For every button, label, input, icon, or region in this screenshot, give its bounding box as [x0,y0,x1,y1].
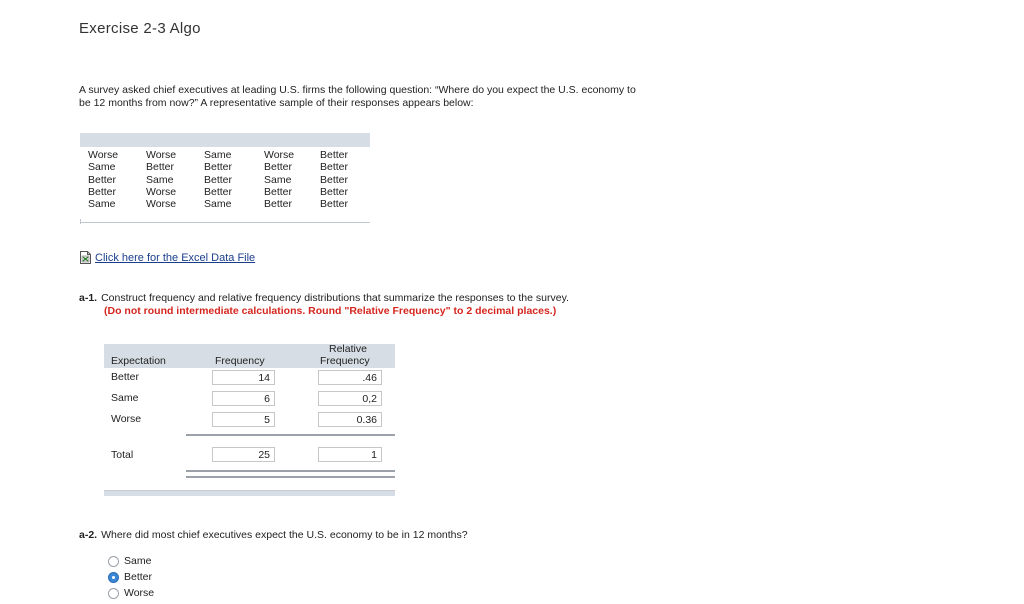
survey-cell: Worse [88,149,119,161]
table-row [104,409,395,430]
question-a2 [79,529,468,542]
survey-cell: Worse [146,185,177,198]
frequency-table [104,343,395,461]
survey-cell: Better [320,173,349,186]
radio-option-better[interactable] [108,571,152,583]
survey-cell: Same [88,198,116,211]
survey-cell: Same [264,173,292,186]
frequency-input-same[interactable]: 6 [212,391,275,406]
frequency-total-input[interactable]: 25 [212,447,275,462]
frequency-input-worse[interactable]: 5 [212,412,275,427]
survey-cell: Better [320,198,349,211]
survey-cell: Better [264,198,293,211]
survey-cell: Same [204,149,232,161]
question-a1-text: Construct frequency and relative frequency distributions that summarize the responses to the survey. [101,292,569,304]
header-frequency: Frequency [215,355,265,367]
survey-cell: Worse [264,149,295,161]
header-expectation: Expectation [111,355,166,367]
survey-cell: Better [264,161,293,174]
survey-data-table [80,133,370,223]
survey-cell: Same [146,173,174,186]
excel-data-link[interactable] [79,251,255,264]
survey-cell: Better [204,173,233,186]
radio-label: Better [124,571,153,583]
question-a1 [79,292,569,318]
radio-option-worse[interactable] [108,587,154,599]
survey-cell: Better [204,185,233,198]
radio-label: Same [124,555,152,567]
survey-cell: Better [320,149,349,161]
table-footer-bar [104,490,395,496]
survey-cell: Worse [146,198,177,211]
header-relative: Relative [329,343,367,355]
total-row [104,445,395,466]
survey-cell: Better [320,185,349,198]
total-label: Total [111,449,134,461]
survey-cell: Better [320,161,349,174]
survey-cell: Better [146,161,175,174]
table-row [104,388,395,409]
total-rule-top [186,470,395,474]
question-a2-text: Where did most chief executives expect the U.S. economy to be in 12 months? [101,529,468,541]
radio-button[interactable] [108,556,119,567]
subtotal-rule [186,434,395,438]
relative-frequency-input-worse[interactable]: 0.36 [318,412,382,427]
table-row [104,368,395,388]
survey-cell: Worse [146,149,177,161]
question-a1-number: a-1. [79,292,98,304]
survey-cell: Same [204,198,232,211]
radio-button[interactable] [108,588,119,599]
relative-frequency-input-better[interactable]: .46 [318,370,382,385]
row-label: Same [111,392,139,404]
row-label: Better [111,371,140,383]
survey-cell: Better [88,185,117,198]
survey-cell: Better [204,161,233,174]
relative-frequency-total-input[interactable]: 1 [318,447,382,462]
frequency-input-better[interactable]: 14 [212,370,275,385]
page-title: Exercise 2-3 Algo [79,20,201,37]
survey-header-bar [80,133,370,147]
radio-option-same[interactable] [108,555,151,567]
survey-grid [80,147,370,210]
total-rule-bottom [186,476,395,480]
survey-cell: Better [88,173,117,186]
survey-footer-line [80,218,370,223]
question-a1-note: (Do not round intermediate calculations. Round "Relative Frequency" to 2 decimal places.) [104,305,557,317]
question-a2-number: a-2. [79,529,98,541]
survey-cell: Better [264,185,293,198]
relative-frequency-input-same[interactable]: 0,2 [318,391,382,406]
radio-label: Worse [124,587,155,599]
excel-link-label[interactable]: Click here for the Excel Data File [95,251,256,264]
survey-cell: Same [88,161,116,174]
intro-text: A survey asked chief executives at leading U.S. firms the following question: “Where do you expect the U.S. economy to be 12 months from now?” A representative sample of their responses appears below: [79,84,636,109]
radio-button-selected[interactable] [108,572,119,583]
excel-file-icon [79,251,92,264]
header-relative-frequency: Frequency [320,355,370,367]
row-label: Worse [111,412,142,425]
frequency-table-header [104,344,395,368]
